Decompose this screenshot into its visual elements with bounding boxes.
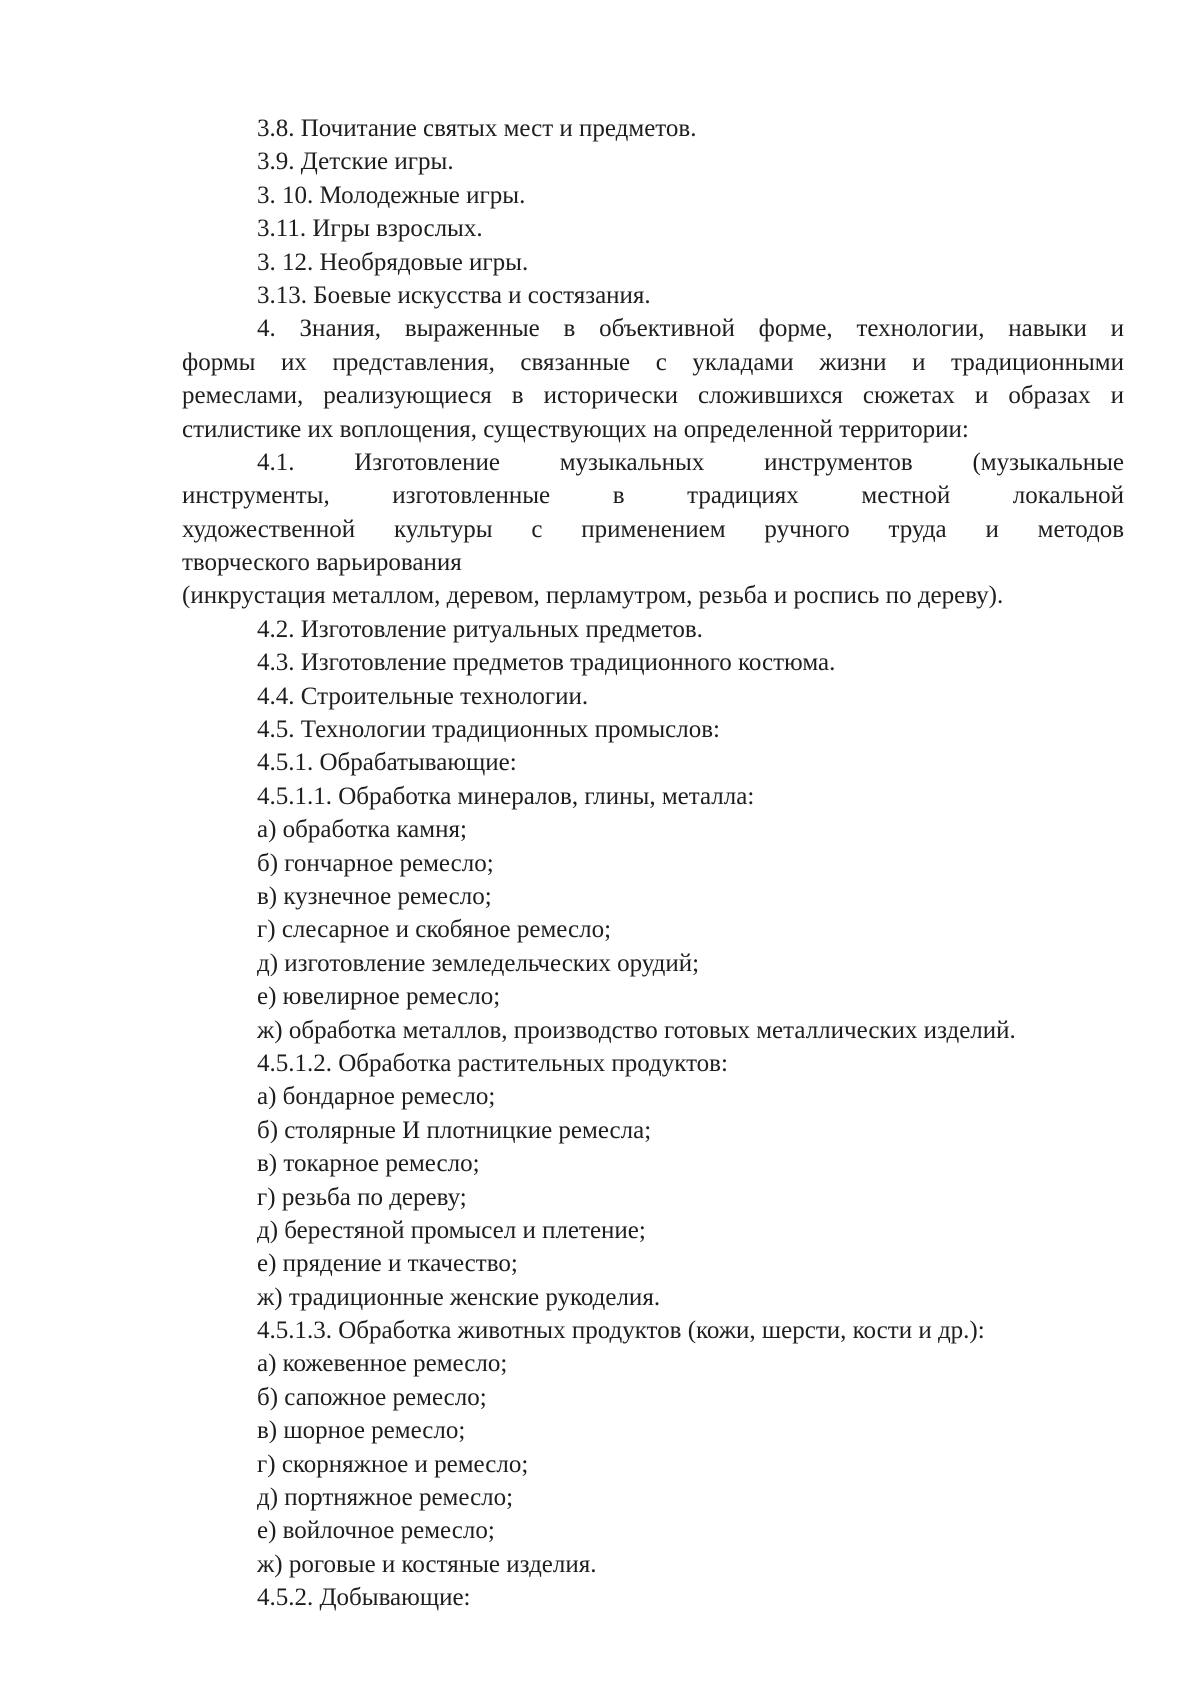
text-line: 4.5. Технологии традиционных промыслов:: [257, 716, 720, 744]
text-line: д) портняжное ремесло;: [257, 1484, 514, 1512]
text-line: инструменты, изготовленные в традициях местной локальной: [182, 482, 1124, 510]
text-line: 4.1. Изготовление музыкальных инструментов (музыкальные: [257, 448, 1124, 476]
text-line: 4.2. Изготовление ритуальных предметов.: [257, 615, 703, 643]
text-line: г) слесарное и скобяное ремесло;: [257, 916, 612, 944]
text-line: в) шорное ремесло;: [257, 1417, 466, 1445]
text-line: е) войлочное ремесло;: [257, 1517, 495, 1545]
text-line: ремеслами, реализующиеся в исторически сложившихся сюжетах и образах и: [182, 382, 1124, 410]
text-line: творческого варьирования: [182, 549, 462, 577]
document-body: [182, 112, 1124, 1615]
text-line: 4.5.1. Обрабатывающие:: [257, 749, 517, 777]
text-line: 4.4. Строительные технологии.: [257, 682, 589, 710]
text-line: д) изготовление земледельческих орудий;: [257, 949, 700, 977]
text-line: д) берестяной промысел и плетение;: [257, 1216, 646, 1244]
text-line: 4.5.1.1. Обработка минералов, глины, металла:: [257, 782, 755, 810]
text-line: в) кузнечное ремесло;: [257, 882, 492, 910]
text-line: а) кожевенное ремесло;: [257, 1350, 508, 1378]
text-line: а) бондарное ремесло;: [257, 1083, 496, 1111]
text-line: е) прядение и ткачество;: [257, 1250, 518, 1278]
text-line: ж) традиционные женские рукоделия.: [257, 1283, 661, 1311]
text-line: е) ювелирное ремесло;: [257, 983, 501, 1011]
text-line: 3. 10. Молодежные игры.: [257, 181, 526, 209]
text-line: (инкрустация металлом, деревом, перламутром, резьба и роспись по дереву).: [182, 582, 1004, 610]
text-line: 3.8. Почитание святых мест и предметов.: [257, 115, 697, 142]
text-line: 3.11. Игры взрослых.: [257, 215, 483, 243]
text-line: г) скорняжное и ремесло;: [257, 1450, 529, 1478]
text-line: стилистике их воплощения, существующих на определенной территории:: [182, 415, 969, 443]
text-line: 4.5.1.2. Обработка растительных продуктов:: [257, 1049, 728, 1077]
text-line: художественной культуры с применением ручного труда и методов: [182, 515, 1124, 543]
text-line: 3.13. Боевые искусства и состязания.: [257, 281, 651, 309]
text-line: 4.5.1.3. Обработка животных продуктов (кожи, шерсти, кости и др.):: [257, 1317, 985, 1345]
text-line: 3. 12. Необрядовые игры.: [257, 248, 529, 276]
text-line: 4.3. Изготовление предметов традиционного костюма.: [257, 649, 836, 677]
text-line: б) столярные И плотницкие ремесла;: [257, 1116, 652, 1144]
text-line: формы их представления, связанные с укладами жизни и традиционными: [182, 348, 1124, 376]
text-line: 4. Знания, выраженные в объективной форме, технологии, навыки и: [257, 315, 1124, 343]
text-line: 4.5.2. Добывающие:: [257, 1584, 471, 1612]
text-line: ж) обработка металлов, производство готовых металлических изделий.: [257, 1016, 1016, 1044]
text-line: ж) роговые и костяные изделия.: [257, 1550, 597, 1578]
text-line: г) резьба по дереву;: [257, 1183, 467, 1211]
text-line: а) обработка камня;: [257, 816, 467, 844]
text-line: в) токарное ремесло;: [257, 1150, 480, 1178]
text-line: 3.9. Детские игры.: [257, 148, 454, 176]
text-line: б) сапожное ремесло;: [257, 1383, 487, 1411]
text-line: б) гончарное ремесло;: [257, 849, 494, 877]
